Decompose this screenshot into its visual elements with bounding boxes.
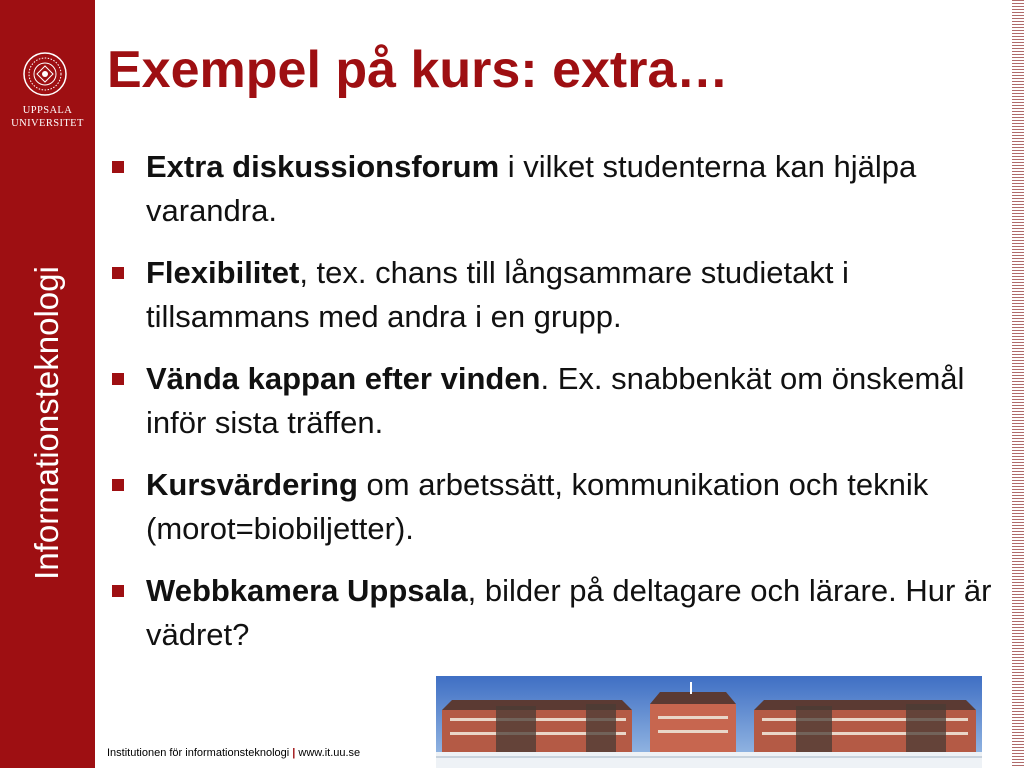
logo-wordmark: [0, 104, 95, 130]
bullet-text: om arbetssätt, kommunikation och teknik (morot=biobiljetter).: [146, 467, 929, 546]
logo-line-1: UPPSALA: [22, 105, 73, 116]
bullet-bold-text: Flexibilitet: [146, 255, 300, 290]
bullet-square-icon: [112, 373, 124, 385]
bullet-bold-text: Extra diskussionsforum: [146, 149, 500, 184]
bullet-item: [108, 569, 1003, 657]
campus-building-photo: [436, 676, 982, 768]
bullet-square-icon: [112, 585, 124, 597]
footer-separator: |: [292, 747, 296, 759]
logo-line-2: UNIVERSITET: [11, 118, 84, 129]
footer-url[interactable]: www.it.uu.se: [298, 747, 361, 759]
sidebar: [0, 0, 95, 768]
bullet-bold-text: Vända kappan efter vinden: [146, 361, 541, 396]
bullet-item: [108, 251, 1003, 339]
bullet-square-icon: [112, 267, 124, 279]
slide-title: Exempel på kurs: extra…: [107, 41, 729, 99]
sidebar-vertical-label: Informationsteknologi: [28, 266, 65, 580]
footer: [107, 747, 360, 759]
bullet-item: [108, 145, 1003, 233]
decorative-right-strip: [1012, 0, 1024, 768]
footer-institution: Institutionen för informationsteknologi: [107, 747, 290, 759]
bullet-text: i vilket studenterna kan hjälpa varandra.: [146, 149, 917, 228]
bullet-square-icon: [112, 479, 124, 491]
bullet-list: [108, 145, 1003, 675]
bullet-square-icon: [112, 161, 124, 173]
bullet-item: [108, 463, 1003, 551]
bullet-text: , tex. chans till långsammare studietakt i tillsammans med andra i en grupp.: [146, 255, 849, 334]
bullet-text: , bilder på deltagare och lärare. Hur är vädret?: [146, 573, 992, 652]
bullet-bold-text: Webbkamera Uppsala: [146, 573, 468, 608]
bullet-text: . Ex. snabbenkät om önskemål inför sista träffen.: [146, 361, 965, 440]
bullet-bold-text: Kursvärdering: [146, 467, 358, 502]
bullet-item: [108, 357, 1003, 445]
university-seal-logo: [23, 52, 67, 96]
